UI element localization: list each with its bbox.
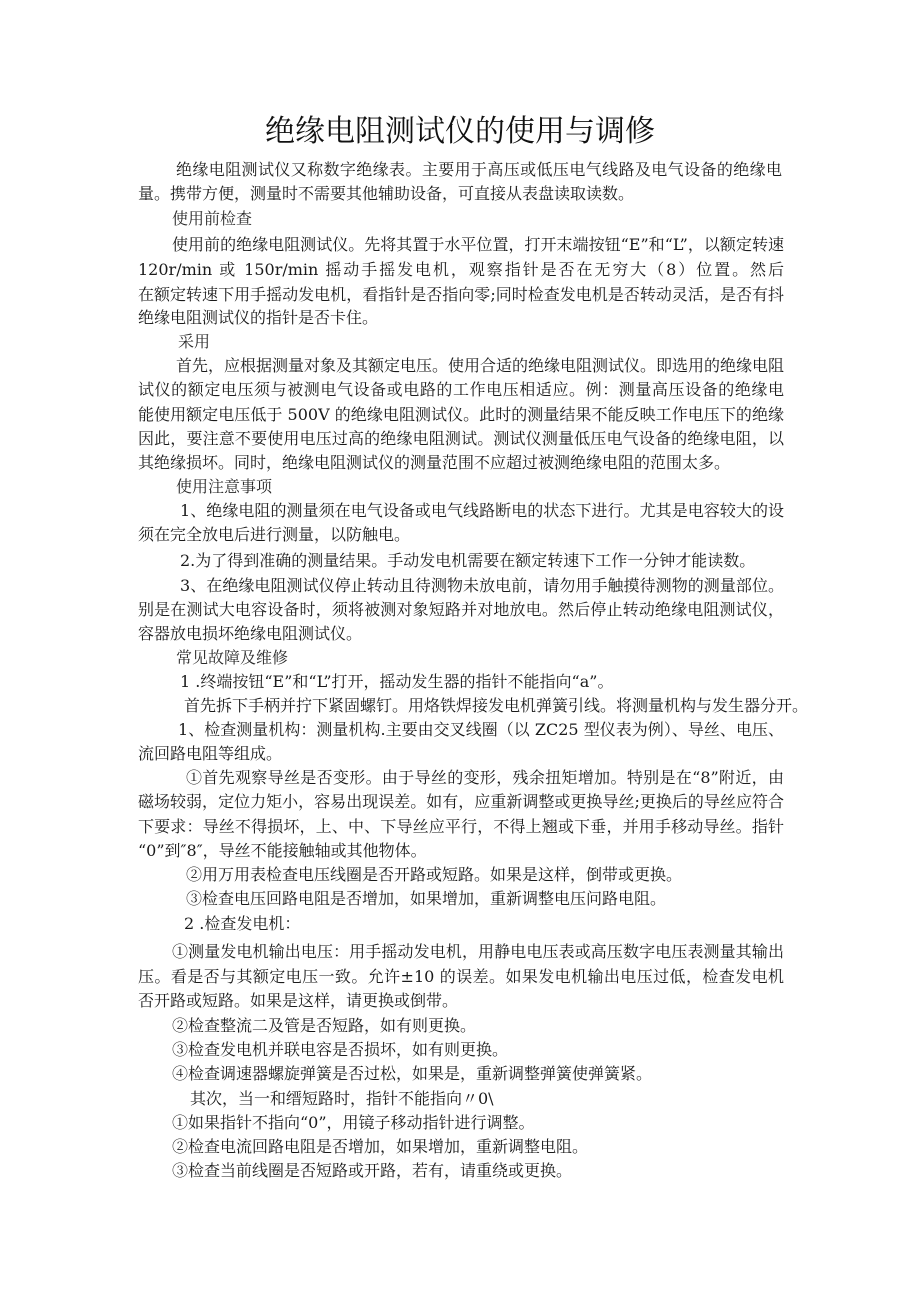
list-item: 1、绝缘电阻的测量须在电气设备或电气线路断电的状态下进行。尤其是电容较大的设 — [180, 501, 784, 520]
numbered-step: ②检查电流回路电阻是否增加，如果增加，重新调整电阻。 — [172, 1137, 589, 1156]
list-item-continuation: 流回路电阻等组成。 — [138, 744, 283, 763]
list-item-continuation: 须在完全放电后进行测量，以防触电。 — [138, 525, 411, 544]
numbered-step: ②用万用表检查电压线圈是否开路或短路。如果是这样，倒带或更换。 — [186, 865, 683, 884]
numbered-step: ④检查调速器螺旋弹簧是否过松，如果是，重新调整弹簧使弹簧紧。 — [172, 1064, 653, 1083]
list-item: 2 .检查发电机： — [184, 914, 301, 933]
paragraph-line: 下要求：导丝不得损坏，上、中、下导丝应平行，不得上翘或下垂，并用手移动导丝。指针 — [138, 817, 784, 836]
paragraph-line: 能使用额定电压低于 500V 的绝缘电阻测试仪。此时的测量结果不能反映工作电压下的绝缘 — [138, 405, 784, 424]
paragraph-line: 压。看是否与其额定电压一致。允许±10 的误差。如果发电机输出电压过低，检查发电机 — [138, 967, 784, 986]
paragraph-line: 120r/min 或 150r/min 摇动手摇发电机，观察指针是否在无穷大（8）位置。然后 — [138, 260, 784, 279]
paragraph-line: 首先，应根据测量对象及其额定电压。使用合适的绝缘电阻测试仪。即选用的绝缘电阻 — [176, 356, 784, 375]
paragraph-line: 磁场较弱，定位力矩小，容易出现误差。如有，应重新调整或更换导丝;更换后的导丝应符合 — [138, 792, 784, 811]
paragraph-line: “0”到″8″，导丝不能接触轴或其他物体。 — [138, 841, 427, 860]
numbered-step: ③检查发电机并联电容是否损坏，如有则更换。 — [172, 1040, 509, 1059]
paragraph-line: 首先拆下手柄并拧下紧固螺钉。用烙铁焊接发电机弹簧引线。将测量机构与发生器分开。 — [184, 696, 809, 715]
list-item: 3、在绝缘电阻测试仪停止转动且待测物未放电前，请勿用手触摸待测物的测量部位。 — [180, 576, 784, 595]
paragraph-line: 使用前的绝缘电阻测试仪。先将其置于水平位置，打开末端按钮“E”和“L”，以额定转速 — [172, 235, 784, 254]
paragraph-line: 绝缘电阻测试仪又称数字绝缘表。主要用于高压或低压电气线路及电气设备的绝缘电 — [176, 160, 782, 179]
numbered-step: ②检查整流二及管是否短路，如有则更换。 — [172, 1016, 477, 1035]
paragraph-line: 因此，要注意不要使用电压过高的绝缘电阻测试。测试仪测量低压电气设备的绝缘电阻，以 — [138, 429, 784, 448]
paragraph-line: 绝缘电阻测试仪的指针是否卡住。 — [138, 308, 379, 327]
list-item: 2.为了得到准确的测量结果。手动发电机需要在额定转速下工作一分钟才能读数。 — [180, 551, 756, 570]
numbered-step: ③检查当前线圈是否短路或开路，若有，请重绕或更换。 — [172, 1161, 573, 1180]
paragraph-line: 试仪的额定电压须与被测电气设备或电路的工作电压相适应。例：测量高压设备的绝缘电 — [138, 380, 784, 399]
paragraph-line: 否开路或短路。如果是这样，请更换或倒带。 — [138, 991, 459, 1010]
numbered-step: ①首先观察导丝是否变形。由于导丝的变形，残余扭矩增加。特别是在“8”附近，由 — [186, 768, 784, 787]
section-heading: 使用前检查 — [172, 209, 253, 228]
list-item-continuation: 容器放电损坏绝缘电阻测试仪。 — [138, 624, 363, 643]
section-heading: 常见故障及维修 — [176, 648, 289, 667]
list-item-continuation: 别是在测试大电容设备时，须将被测对象短路并对地放电。然后停止转动绝缘电阻测试仪， — [138, 600, 784, 619]
paragraph-line: 其次，当一和缙短路时，指针不能指向〃0\ — [190, 1089, 494, 1108]
numbered-step: ①如果指针不指向“0”，用镜子移动指针进行调整。 — [172, 1113, 535, 1132]
fault-item: 1 .终端按钮“E”和“L”打开，摇动发生器的指针不能指向“a”。 — [180, 672, 614, 691]
numbered-step: ①测量发电机输出电压：用手摇动发电机，用静电电压表或高压数字电压表测量其输出 — [172, 942, 784, 961]
numbered-step: ③检查电压回路电阻是否增加，如果增加，重新调整电压问路电阻。 — [186, 889, 667, 908]
section-heading: 使用注意事项 — [176, 477, 273, 496]
paragraph-line: 量。携带方便，测量时不需要其他辅助设备，可直接从表盘读取读数。 — [138, 184, 635, 203]
page-title: 绝缘电阻测试仪的使用与调修 — [265, 114, 655, 149]
paragraph-line: 在额定转速下用手摇动发电机，看指针是否指向零;同时检查发电机是否转动灵活，是否有抖 — [138, 285, 784, 304]
list-item: 1、检查测量机构：测量机构.主要由交叉线圈（以 ZC25 型仪表为例）、导丝、电压、 — [178, 720, 784, 739]
section-heading: 采用 — [178, 332, 211, 351]
paragraph-line: 其绝缘损坏。同时，绝缘电阻测试仪的测量范围不应超过被测绝缘电阻的范围太多。 — [138, 453, 731, 472]
